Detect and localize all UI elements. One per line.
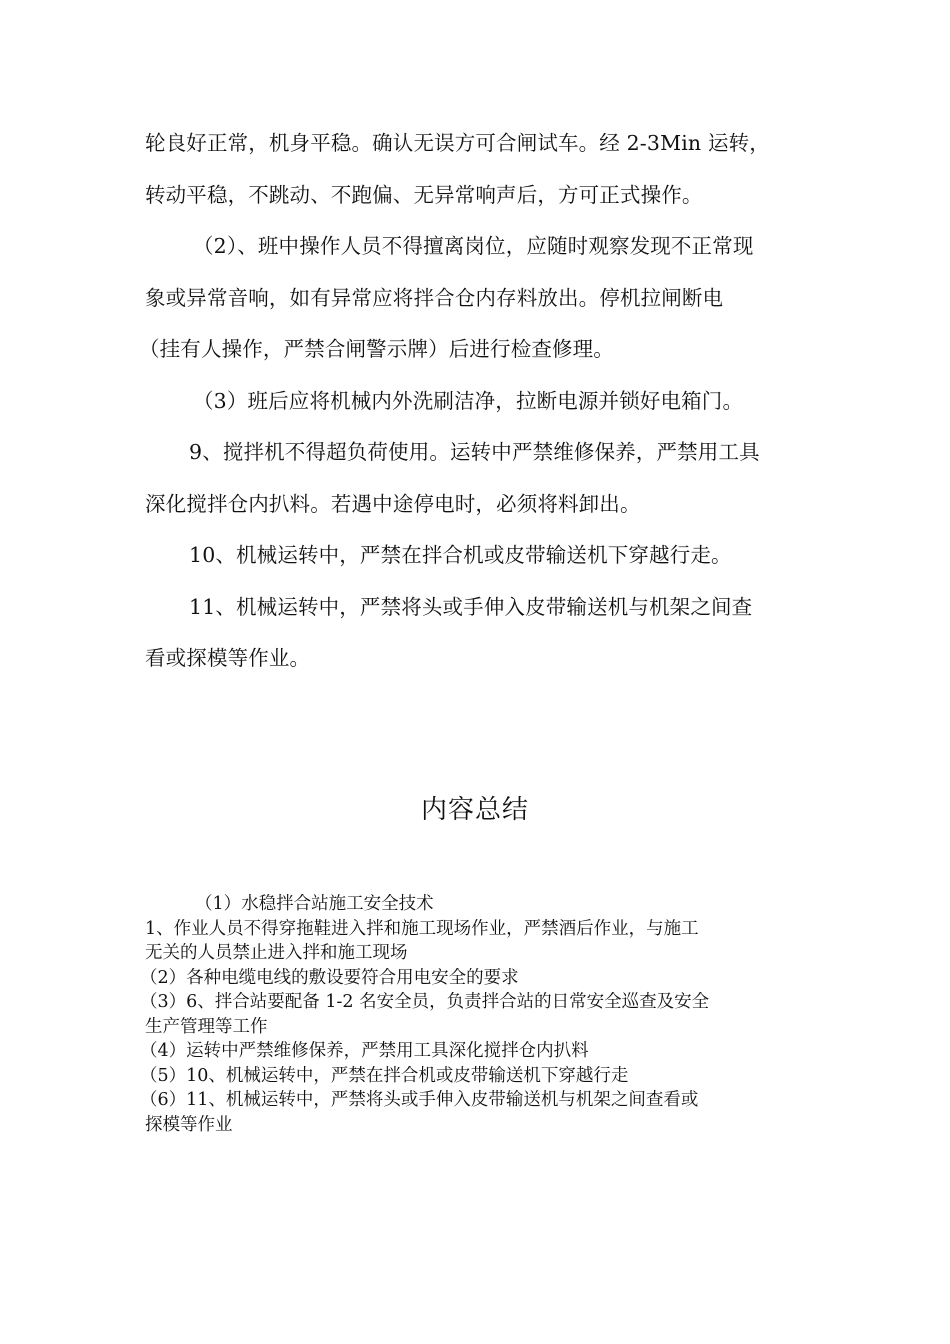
- summary-line-3: 无关的人员禁止进入拌和施工现场: [145, 943, 408, 963]
- body-line-8: 深化搅拌仓内扒料。若遇中途停电时，必须将料卸出。: [145, 491, 641, 516]
- body-line-6: （3）班后应将机械内外洗刷洁净，拉断电源并锁好电箱门。: [193, 388, 744, 413]
- summary-line-7: （4）运转中严禁维修保养，严禁用工具深化搅拌仓内扒料: [140, 1041, 589, 1061]
- summary-title: 内容总结: [420, 795, 529, 825]
- body-line-2: 转动平稳，不跳动、不跑偏、无异常响声后，方可正式操作。: [145, 182, 703, 207]
- body-line-5: （挂有人操作，严禁合闸警示牌）后进行检查修理。: [139, 337, 614, 361]
- body-line-7: 9、搅拌机不得超负荷使用。运转中严禁维修保养，严禁用工具: [189, 440, 760, 464]
- summary-line-9: （6）11、机械运转中，严禁将头或手伸入皮带输送机与机架之间查看或: [140, 1090, 699, 1110]
- summary-line-6: 生产管理等工作: [145, 1016, 268, 1037]
- summary-line-1: （1）水稳拌合站施工安全技术: [195, 894, 434, 914]
- body-line-10: 11、机械运转中，严禁将头或手伸入皮带输送机与机架之间查: [189, 594, 753, 619]
- summary-line-4: （2）各种电缆电线的敷设要符合用电安全的要求: [140, 967, 519, 988]
- summary-line-10: 探模等作业: [145, 1114, 233, 1135]
- summary-line-8: （5）10、机械运转中，严禁在拌合机或皮带输送机下穿越行走: [140, 1065, 629, 1086]
- summary-line-5: （3）6、拌合站要配备 1-2 名安全员，负责拌合站的日常安全巡查及安全: [140, 992, 710, 1012]
- body-line-1: 轮良好正常，机身平稳。确认无误方可合闸试车。经 2-3Min 运转，: [145, 131, 770, 155]
- summary-line-2: 1、作业人员不得穿拖鞋进入拌和施工现场作业，严禁酒后作业，与施工: [145, 918, 699, 939]
- body-line-9: 10、机械运转中，严禁在拌合机或皮带输送机下穿越行走。: [189, 543, 732, 567]
- summary-section: [140, 892, 807, 1137]
- body-text: [139, 118, 807, 685]
- body-line-4: 象或异常音响，如有异常应将拌合仓内存料放出。停机拉闸断电: [145, 285, 724, 310]
- body-line-3: （2）、班中操作人员不得擅离岗位，应随时观察发现不正常现: [193, 234, 754, 258]
- body-line-11: 看或探模等作业。: [145, 646, 311, 670]
